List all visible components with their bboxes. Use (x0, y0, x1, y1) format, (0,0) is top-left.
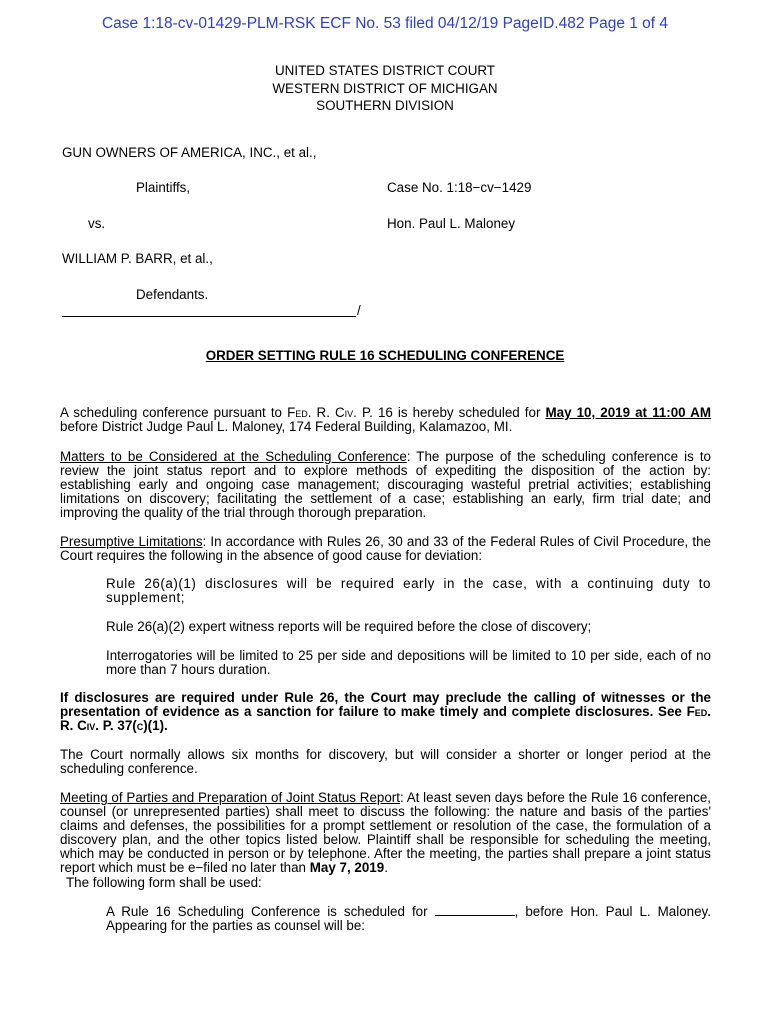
plaintiffs-label: Plaintiffs, (136, 180, 191, 195)
ecf-header-stamp: Case 1:18-cv-01429-PLM-RSK ECF No. 53 filed 04/12/19 PageID.482 Page 1 of 4 (101, 15, 669, 32)
defendants-label: Defendants. (136, 287, 209, 302)
section-heading: Meeting of Parties and Preparation of Joint Status Report (60, 790, 400, 805)
paragraph-limitations: Presumptive Limitations: In accordance with Rules 26, 30 and 33 of the Federal Rules of Civil Procedure, the Court requires the following in the absence of good cause for deviation: (60, 534, 711, 563)
paragraph-scheduling: A scheduling conference pursuant to Fed. R. Civ. P. 16 is hereby scheduled for May 10, 2019 at 11:00 AM before District Judge Paul L. Maloney, 174 Federal Building, Kalamazoo, MI. (60, 405, 711, 434)
paragraph-matters: Matters to be Considered at the Scheduling Conference: The purpose of the scheduling conference is to review the joint status report and to explore methods of expediting the disposition of the action by: establishing early and ongoing case management; discouraging wasteful pretrial activities; establishing limitations on discovery; facilitating the settlement of a case; establishing an early, firm trial date; and improving the quality of the trial through thorough preparation. (60, 449, 711, 520)
form-text: A Rule 16 Scheduling Conference is scheduled for , before Hon. Paul L. Maloney. Appearing for the parties as counsel will be: (106, 904, 711, 933)
defendant-party: WILLIAM P. BARR, et al., (62, 251, 213, 266)
case-number: Case No. 1:18−cv−1429 (387, 180, 532, 195)
limit-item: Rule 26(a)(2) expert witness reports will be required before the close of discovery; (106, 619, 592, 634)
plaintiff-party: GUN OWNERS OF AMERICA, INC., et al., (62, 145, 317, 160)
section-heading: Presumptive Limitations (60, 534, 203, 549)
paragraph-sanction: If disclosures are required under Rule 26, the Court may preclude the calling of witnesses or the presentation of evidence as a sanction for failure to make timely and complete disclosures. See Fed. R. Civ. P. 37(c)(1). (60, 690, 711, 733)
conference-date: May 10, 2019 at 11:00 AM (545, 405, 711, 420)
versus: vs. (88, 216, 106, 231)
order-title: ORDER SETTING RULE 16 SCHEDULING CONFERENCE (205, 348, 565, 363)
court-district: WESTERN DISTRICT OF MICHIGAN (272, 81, 498, 96)
section-heading: Matters to be Considered at the Scheduling Conference (60, 449, 407, 464)
court-name: UNITED STATES DISTRICT COURT (275, 63, 495, 78)
date-blank (435, 904, 515, 916)
court-division: SOUTHERN DIVISION (316, 98, 454, 113)
paragraph-discovery-period: The Court normally allows six months for discovery, but will consider a shorter or longer period at the scheduling conference. (60, 747, 711, 776)
report-deadline: May 7, 2019 (309, 860, 385, 875)
judge-name: Hon. Paul L. Maloney (387, 216, 516, 231)
caption-rule (62, 316, 356, 317)
caption-slash: / (357, 303, 361, 318)
limit-item: Interrogatories will be limited to 25 per side and depositions will be limited to 10 per side, each of no more than 7 hours duration. (106, 648, 711, 677)
paragraph-joint-status: Meeting of Parties and Preparation of Joint Status Report: At least seven days before the Rule 16 conference, counsel (or unrepresented parties) shall meet to discuss the following: the nature and basis of the parties' claims and defenses, the possibilities for a prompt settlement or resolution of the case, the formulation of a discovery plan, and the other topics listed below. Plaintiff shall be responsible for scheduling the meeting, which may be conducted in person or by telephone. After the meeting, the parties shall prepare a joint status report which must be e−filed no later than May 7, 2019. (60, 790, 711, 875)
limit-item: Rule 26(a)(1) disclosures will be required early in the case, with a continuing duty to supplement; (106, 576, 711, 605)
form-intro: The following form shall be used: (66, 875, 262, 890)
